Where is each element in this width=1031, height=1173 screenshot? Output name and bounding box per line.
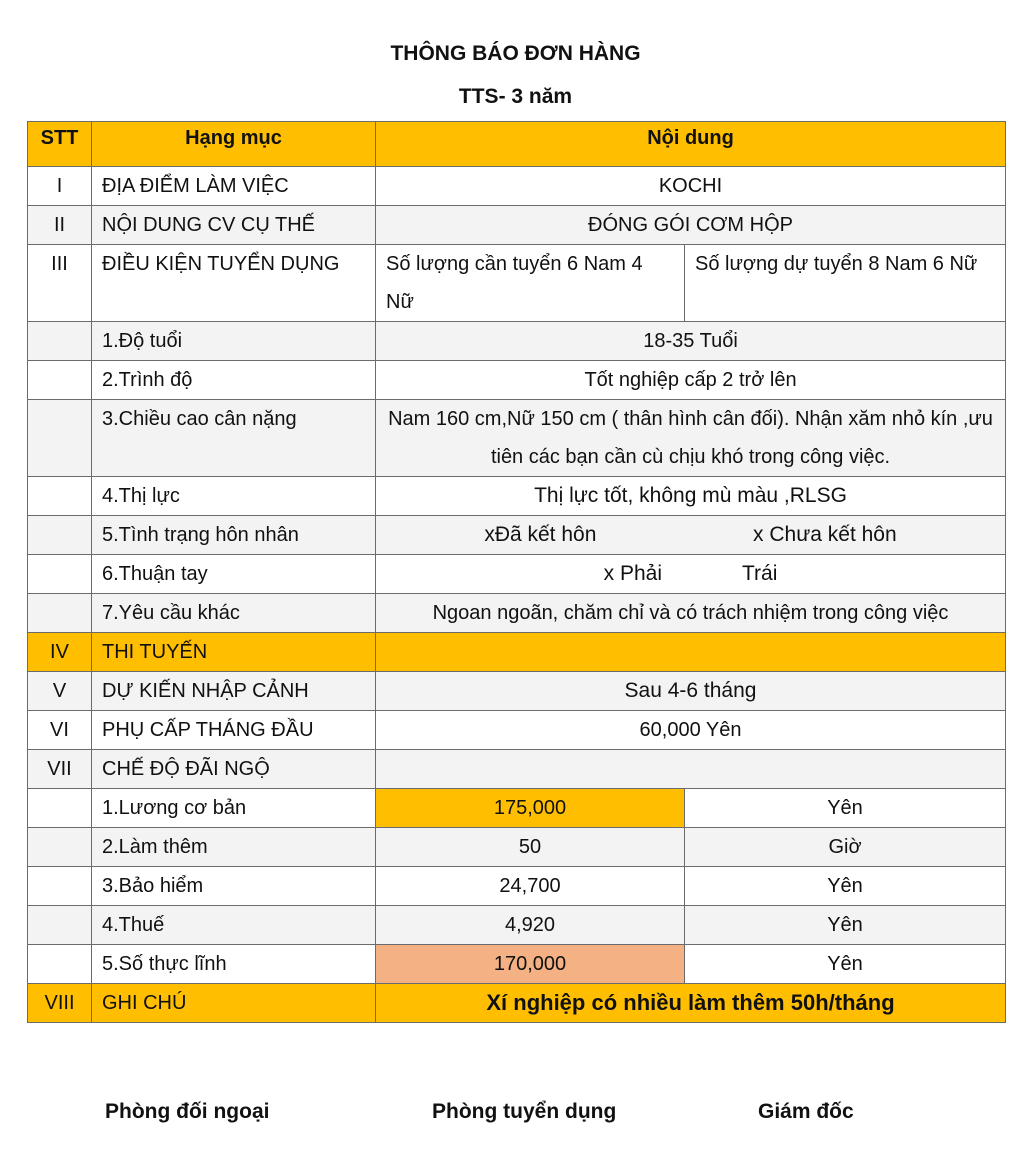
marital-option-single: x Chưa kết hôn: [753, 523, 897, 546]
row-label: PHỤ CẤP THÁNG ĐẦU: [92, 711, 376, 750]
row-label: 4.Thuế: [92, 906, 376, 945]
header-item: Hạng mục: [92, 122, 376, 167]
table-row: [28, 984, 1006, 1023]
row-number: VIII: [28, 984, 92, 1023]
row-number: [28, 906, 92, 945]
row-number: III: [28, 245, 92, 322]
table-row: [28, 906, 1006, 945]
row-label: 5.Số thực lĩnh: [92, 945, 376, 984]
row-label: DỰ KIẾN NHẬP CẢNH: [92, 672, 376, 711]
row-label: THI TUYẾN: [92, 633, 376, 672]
header-content: Nội dung: [376, 122, 1006, 167]
row-label: GHI CHÚ: [92, 984, 376, 1023]
row-value: Thị lực tốt, không mù màu ,RLSG: [376, 477, 1006, 516]
row-label: 2.Trình độ: [92, 361, 376, 400]
net-salary-unit: Yên: [685, 945, 1006, 984]
table-row: [28, 945, 1006, 984]
row-value: [376, 750, 1006, 789]
document-subtitle: TTS- 3 năm: [458, 85, 573, 108]
salary-unit: Yên: [685, 789, 1006, 828]
row-number: I: [28, 167, 92, 206]
row-number: [28, 400, 92, 477]
table-row: [28, 477, 1006, 516]
row-number: V: [28, 672, 92, 711]
row-number: [28, 516, 92, 555]
hand-option-right: x Phải: [603, 562, 662, 585]
row-label: ĐIỀU KIỆN TUYỂN DỤNG: [92, 245, 376, 322]
row-value: Nam 160 cm,Nữ 150 cm ( thân hình cân đối). Nhận xăm nhỏ kín ,ưu tiên các bạn cần cù chịu khó trong công việc.: [376, 400, 1006, 477]
recruit-count: Số lượng cần tuyển 6 Nam 4 Nữ: [376, 245, 685, 322]
table-row: [28, 750, 1006, 789]
header-stt: STT: [28, 122, 92, 167]
row-number: [28, 789, 92, 828]
row-label: ĐỊA ĐIỂM LÀM VIỆC: [92, 167, 376, 206]
table-row: [28, 867, 1006, 906]
row-value: [376, 633, 1006, 672]
row-label: 3.Bảo hiểm: [92, 867, 376, 906]
table-row: [28, 555, 1006, 594]
handedness-options: [376, 555, 1006, 594]
overtime-value: 50: [376, 828, 685, 867]
row-number: [28, 555, 92, 594]
row-number: [28, 361, 92, 400]
row-number: [28, 477, 92, 516]
row-label: 5.Tình trạng hôn nhân: [92, 516, 376, 555]
tax-unit: Yên: [685, 906, 1006, 945]
signature-foreign-affairs: Phòng đối ngoại: [105, 1100, 270, 1123]
row-label: 6.Thuận tay: [92, 555, 376, 594]
net-salary-value: 170,000: [376, 945, 685, 984]
row-value: 60,000 Yên: [376, 711, 1006, 750]
table-row: [28, 594, 1006, 633]
insurance-value: 24,700: [376, 867, 685, 906]
table-header-row: [28, 122, 1006, 167]
signature-recruitment: Phòng tuyển dụng: [432, 1100, 617, 1123]
row-number: [28, 945, 92, 984]
table-row: [28, 322, 1006, 361]
row-value: KOCHI: [376, 167, 1006, 206]
table-row: [28, 828, 1006, 867]
table-row: [28, 789, 1006, 828]
row-label: 4.Thị lực: [92, 477, 376, 516]
marital-options: [376, 516, 1006, 555]
row-value: ĐÓNG GÓI CƠM HỘP: [376, 206, 1006, 245]
overtime-unit: Giờ: [685, 828, 1006, 867]
table-row: [28, 711, 1006, 750]
hand-option-left: Trái: [742, 562, 778, 585]
tax-value: 4,920: [376, 906, 685, 945]
row-number: II: [28, 206, 92, 245]
row-number: IV: [28, 633, 92, 672]
order-table: [27, 121, 1006, 1023]
note-value: Xí nghiệp có nhiều làm thêm 50h/tháng: [376, 984, 1006, 1023]
row-label: 2.Làm thêm: [92, 828, 376, 867]
row-number: [28, 322, 92, 361]
row-label: 1.Độ tuổi: [92, 322, 376, 361]
row-label: 7.Yêu cầu khác: [92, 594, 376, 633]
row-label: NỘI DUNG CV CỤ THẾ: [92, 206, 376, 245]
marital-option-married: xĐã kết hôn: [484, 523, 597, 546]
signature-director: Giám đốc: [758, 1100, 854, 1123]
table-row: [28, 633, 1006, 672]
insurance-unit: Yên: [685, 867, 1006, 906]
row-number: VI: [28, 711, 92, 750]
row-number: VII: [28, 750, 92, 789]
row-value: Tốt nghiệp cấp 2 trở lên: [376, 361, 1006, 400]
table-row: [28, 400, 1006, 477]
table-row: [28, 516, 1006, 555]
table-row: [28, 245, 1006, 322]
row-number: [28, 594, 92, 633]
row-label: 3.Chiều cao cân nặng: [92, 400, 376, 477]
row-number: [28, 867, 92, 906]
table-row: [28, 206, 1006, 245]
row-value: Sau 4-6 tháng: [376, 672, 1006, 711]
table-row: [28, 167, 1006, 206]
salary-value: 175,000: [376, 789, 685, 828]
row-value: Ngoan ngoãn, chăm chỉ và có trách nhiệm trong công việc: [376, 594, 1006, 633]
row-label: 1.Lương cơ bản: [92, 789, 376, 828]
table-row: [28, 672, 1006, 711]
row-number: [28, 828, 92, 867]
candidate-count: Số lượng dự tuyển 8 Nam 6 Nữ: [685, 245, 1006, 322]
table-row: [28, 361, 1006, 400]
row-value: 18-35 Tuổi: [376, 322, 1006, 361]
document-title: THÔNG BÁO ĐƠN HÀNG: [390, 42, 641, 65]
row-label: CHẾ ĐỘ ĐÃI NGỘ: [92, 750, 376, 789]
